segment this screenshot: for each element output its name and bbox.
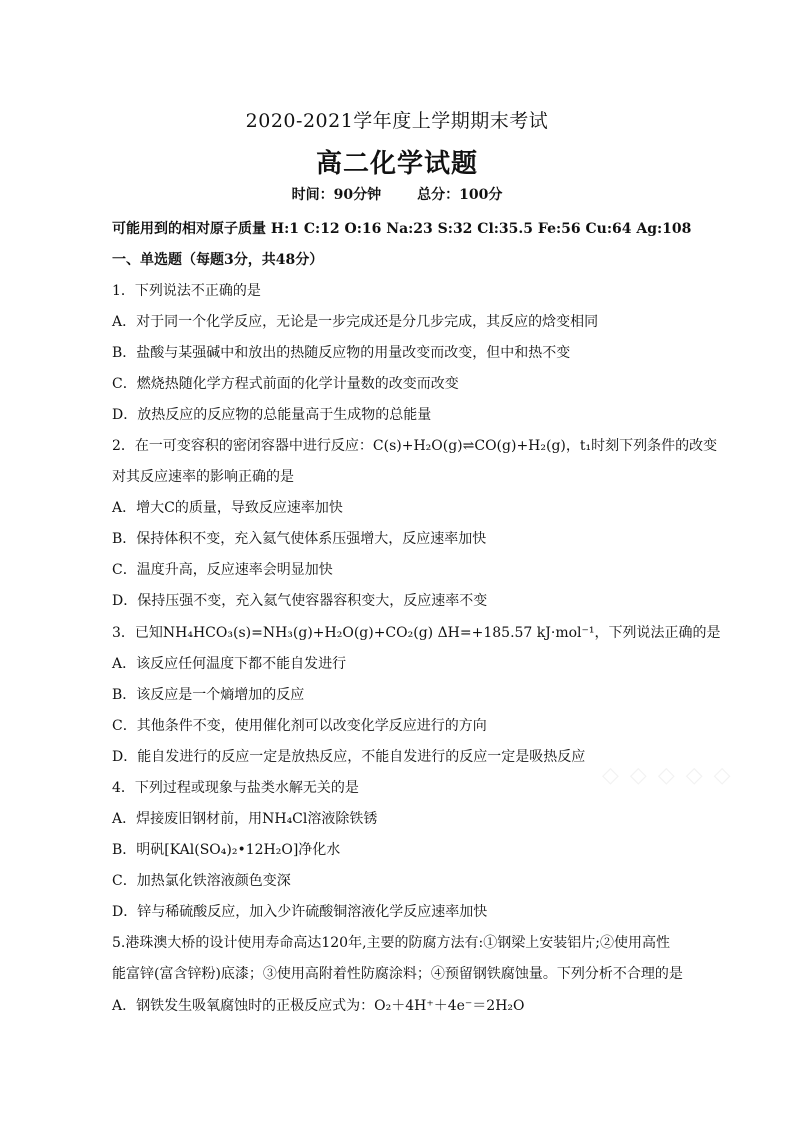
question-1-option-d: D．放热反应的反应物的总能量高于生成物的总能量: [112, 407, 432, 423]
question-5-stem: 5.港珠澳大桥的设计使用寿命高达120年,主要的防腐方法有:①钢梁上安装铝片;②使用高性: [112, 935, 670, 951]
question-2-stem: 2．在一可变容积的密闭容器中进行反应：C(s)+H₂O(g)⇌CO(g)+H₂(g)，t₁时刻下列条件的改变: [112, 438, 718, 454]
watermark: ◇ ◇ ◇ ◇ ◇: [602, 763, 733, 788]
question-1-option-a: A．对于同一个化学反应，无论是一步完成还是分几步完成，其反应的焓变相同: [112, 314, 599, 330]
question-3-stem: 3．已知NH₄HCO₃(s)=NH₃(g)+H₂O(g)+CO₂(g) ΔH=+185.57 kJ·mol⁻¹，下列说法正确的是: [112, 625, 721, 641]
subject-title: 高二化学试题: [315, 149, 478, 179]
question-4-option-c: C．加热氯化铁溶液颜色变深: [112, 873, 291, 889]
exam-title: 2020-2021学年度上学期期末考试: [245, 110, 549, 132]
question-2-option-a: A．增大C的质量，导致反应速率加快: [112, 500, 343, 516]
question-1-stem: 1．下列说法不正确的是: [112, 283, 261, 299]
atomic-masses: 可能用到的相对原子质量 H:1 C:12 O:16 Na:23 S:32 Cl:35.5 Fe:56 Cu:64 Ag:108: [112, 221, 692, 237]
question-2-option-c: C．温度升高，反应速率会明显加快: [112, 562, 333, 578]
question-2-option-d: D．保持压强不变，充入氦气使容器容积变大，反应速率不变: [112, 593, 488, 609]
question-3-option-b: B．该反应是一个熵增加的反应: [112, 687, 305, 703]
exam-score: 总分：100分: [417, 187, 503, 203]
question-4-stem: 4．下列过程或现象与盐类水解无关的是: [112, 780, 359, 796]
question-1-option-c: C．燃烧热随化学方程式前面的化学计量数的改变而改变: [112, 376, 459, 392]
question-3-option-c: C．其他条件不变，使用催化剂可以改变化学反应进行的方向: [112, 718, 487, 734]
question-1-option-b: B．盐酸与某强碱中和放出的热随反应物的用量改变而改变，但中和热不变: [112, 345, 571, 361]
question-4-option-a: A．焊接废旧钢材前，用NH₄Cl溶液除铁锈: [112, 811, 378, 827]
section-title: 一、单选题（每题3分，共48分）: [112, 252, 324, 268]
exam-time: 时间：90分钟: [291, 187, 382, 203]
question-3-option-d: D．能自发进行的反应一定是放热反应，不能自发进行的反应一定是吸热反应: [112, 749, 586, 765]
question-5-stem-cont: 能富锌(富含锌粉)底漆；③使用高附着性防腐涂料；④预留钢铁腐蚀量。下列分析不合理的是: [112, 966, 683, 982]
question-4-option-b: B．明矾[KAl(SO₄)₂•12H₂O]净化水: [112, 842, 341, 858]
question-3-option-a: A．该反应任何温度下都不能自发进行: [112, 656, 347, 672]
question-4-option-d: D．锌与稀硫酸反应，加入少许硫酸铜溶液化学反应速率加快: [112, 904, 488, 920]
question-2-option-b: B．保持体积不变，充入氦气使体系压强增大，反应速率加快: [112, 531, 487, 547]
question-5-option-a: A．钢铁发生吸氧腐蚀时的正极反应式为：O₂＋4H⁺＋4e⁻＝2H₂O: [112, 998, 525, 1014]
exam-meta: [0, 184, 794, 204]
question-2-stem-cont: 对其反应速率的影响正确的是: [112, 469, 294, 485]
